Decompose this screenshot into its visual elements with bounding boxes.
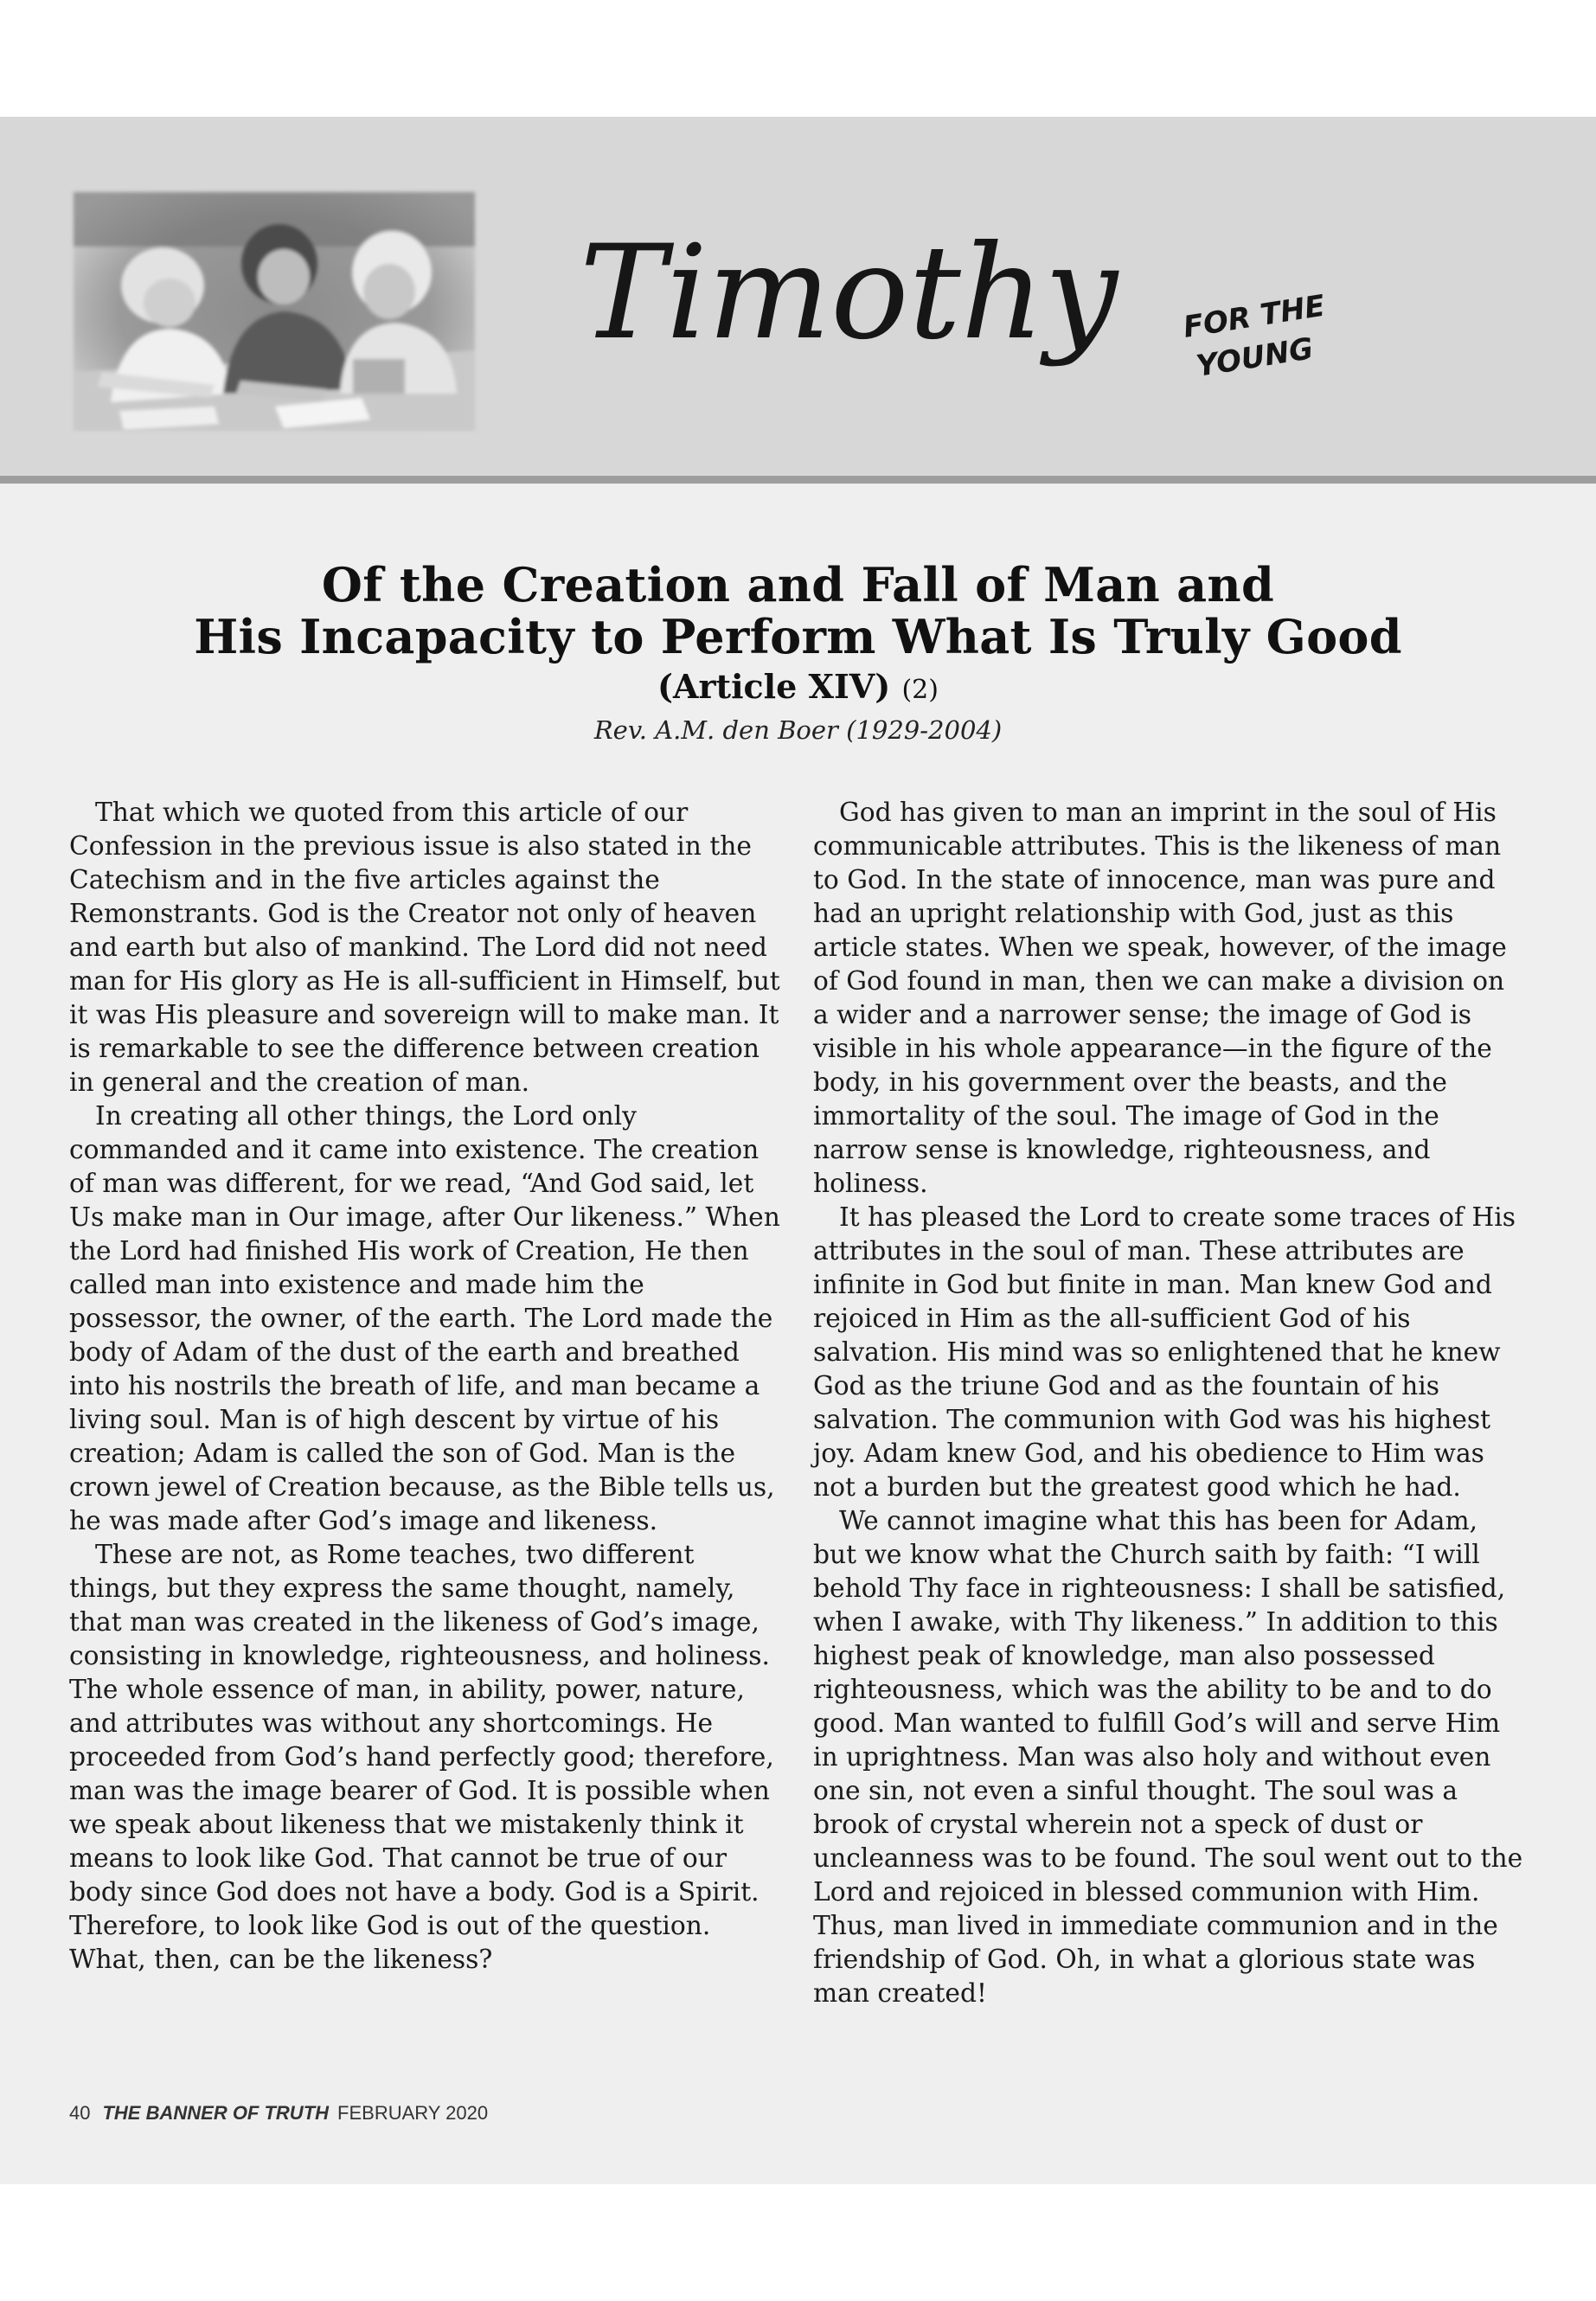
paragraph: It has pleased the Lord to create some traces of His attributes in the soul of man. These attributes are infinite in God but finite in man. Man knew God and rejoiced in Him as the all-sufficient God of his salvation. His mind was so enlightened that he knew God as the triune God and as the fountain of his salvation. The communion with God was his highest joy. Adam knew God, and his obedience to Him was not a burden but the greatest good which he had. — [813, 1202, 1516, 1503]
article-title-line-1: Of the Creation and Fall of Man and — [321, 557, 1275, 612]
issue-date: FEBRUARY 2020 — [337, 2102, 489, 2124]
paragraph: These are not, as Rome teaches, two different things, but they express the same thought, namely, that man was created in the likeness of God’s image, consisting in knowledge, righteousness, and holiness. The whole essence of man, in ability, power, nature, and attributes was without any shortcomings. He proceeded from God’s hand perfectly good; therefore, man was the image bearer of God. It is possible when we speak about likeness that we mistakenly think it means to look like God. That cannot be true of our body since God does not have a body. God is a Spirit. Therefore, to look like God is out of the question. What, then, can be the likeness? — [69, 1540, 774, 1975]
masthead-wordmark — [554, 195, 1358, 437]
right-column — [813, 796, 1527, 2010]
masthead-logo — [554, 195, 1358, 437]
children-writing-photo — [67, 186, 481, 437]
article-heading — [0, 559, 1596, 746]
page-footer — [69, 2102, 488, 2125]
left-column — [69, 796, 783, 1977]
article-number: (Article XIV) — [657, 667, 891, 706]
article-subtitle — [0, 668, 1596, 709]
article-part: (2) — [901, 675, 939, 705]
paragraph: We cannot imagine what this has been for Adam, but we know what the Church saith by faith: “I will behold Thy face in righteousness: I shall be satisfied, when I awake, with Thy likeness.” In addition to this highest peak of knowledge, man also possessed righteousness, which was the ability to be and to do good. Man wanted to fulfill God’s will and serve Him in uprightness. Man was also holy and without even one sin, not even a sinful thought. The soul was a brook of crystal wherein not a speck of dust or uncleanness was to be found. The soul went out to the Lord and rejoiced in blessed communion with Him. Thus, man lived in immediate communion and in the friendship of God. Oh, in what a glorious state was man created! — [813, 1506, 1523, 2009]
paragraph: In creating all other things, the Lord only commanded and it came into existence. The creation of man was different, for we read, “And God said, let Us make man in Our image, after Our likeness.” When the Lord had finished His work of Creation, He then called man into existence and made him the possessor, the owner, of the earth. The Lord made the body of Adam of the dust of the earth and breathed into his nostrils the breath of life, and man became a living soul. Man is of high descent by virtue of his creation; Adam is called the son of God. Man is the crown jewel of Creation because, as the Bible tells us, he was made after God’s image and likeness. — [69, 1101, 780, 1536]
publication-name: THE BANNER OF TRUTH — [102, 2102, 330, 2124]
paragraph: That which we quoted from this article of our Confession in the previous issue is also stated in the Catechism and in the five articles against the Remonstrants. God is the Creator not only of heaven and earth but also of mankind. The Lord did not need man for His glory as He is all-sufficient in Himself, but it was His pleasure and sovereign will to make man. It is remarkable to see the difference between creation in general and the creation of man. — [69, 798, 780, 1098]
paragraph: God has given to man an imprint in the soul of His communicable attributes. This is the likeness of man to God. In the state of innocence, man was pure and had an upright relationship with God, just as this article states. When we speak, however, of the image of God found in man, then we can make a division on a wider and a narrower sense; the image of God is visible in his whole appearance—in the figure of the body, in his government over the beasts, and the immortality of the soul. The image of God in the narrow sense is knowledge, righteousness, and holiness. — [813, 798, 1507, 1199]
page-number: 40 — [69, 2102, 91, 2124]
masthead-tagline-2: YOUNG — [1194, 331, 1317, 384]
masthead-title: Timothy — [580, 218, 1118, 369]
article-title-line-2: His Incapacity to Perform What Is Truly Good — [194, 609, 1402, 664]
masthead-tagline-1: FOR THE — [1181, 288, 1328, 345]
article-author: Rev. A.M. den Boer (1929-2004) — [593, 715, 1003, 745]
